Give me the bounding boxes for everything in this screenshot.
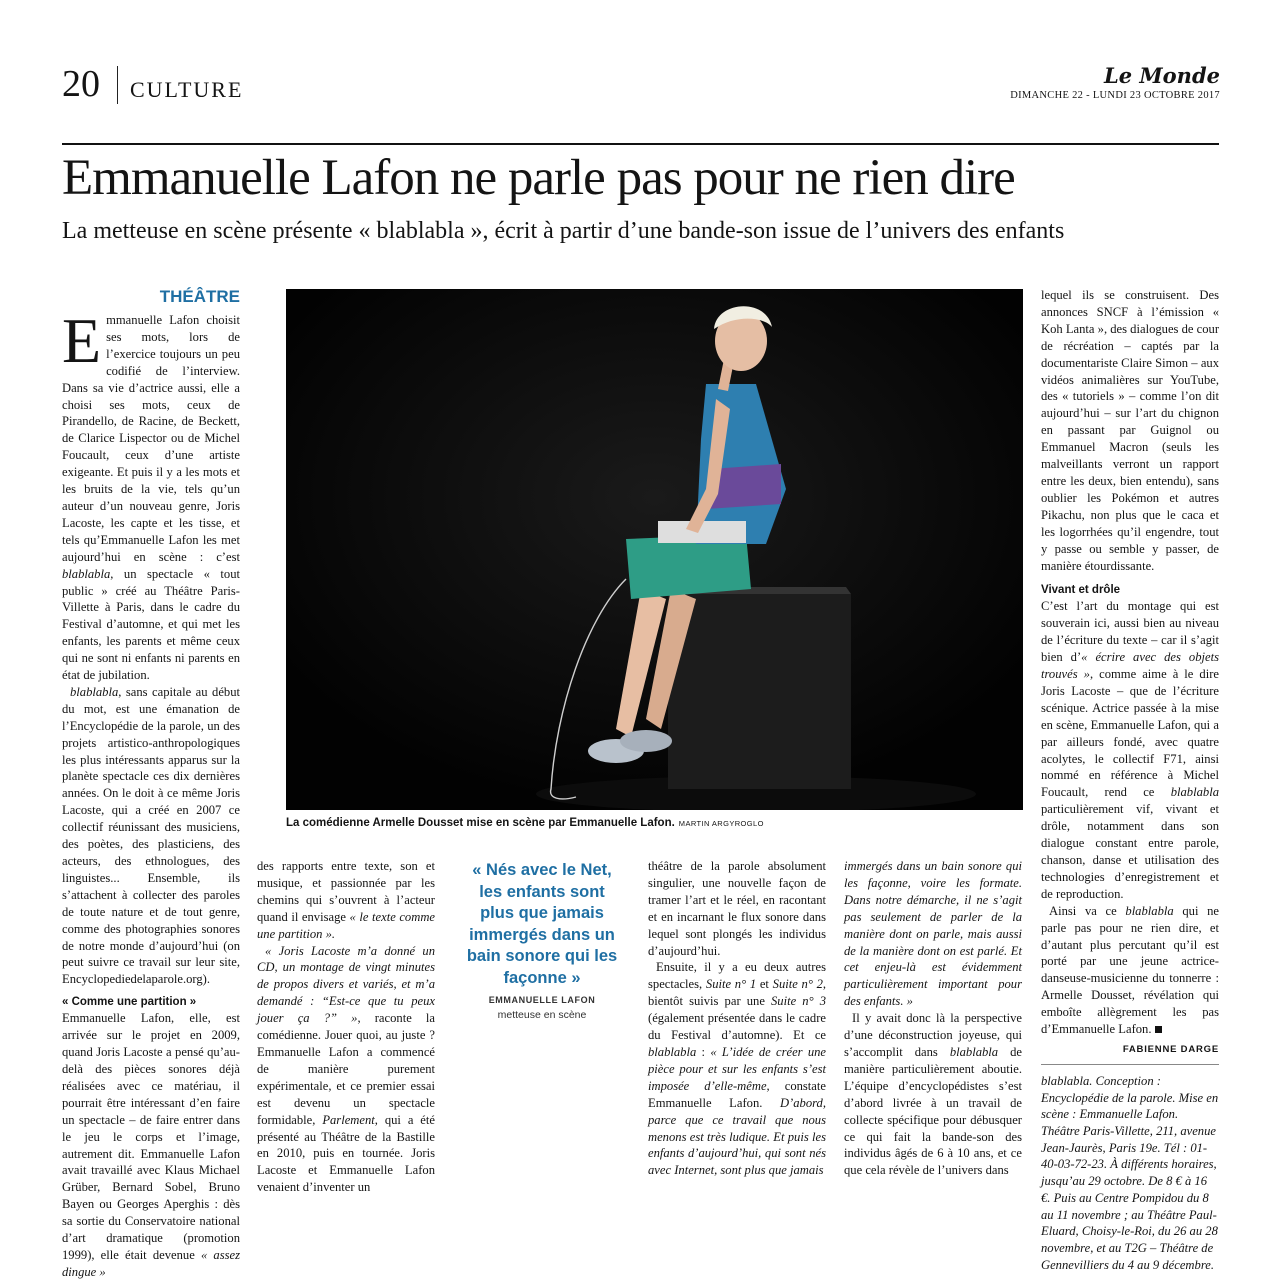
text-run: « assez dingue » [62,1247,240,1279]
text-run: (également présentée dans le cadre du Festival d’automne). Et ce [648,1011,826,1043]
text-run: : [696,1044,711,1059]
paragraph: lequel ils se construisent. Des annonces SNCF à l’émission « Koh Lanta », des dialogues de cour de récréation – captés par la documentariste Claire Simon – aux vidéos animalières sur YouTube, des « tutoriels » – comme l’on dit aujourd’hui – sur l’art du chignon en passant par Guignol ou Emmanuel Macron (seuls les malveillants verront un rapport entre les deux, bien entendu), sans oublier les Pokémon et autres Pikachu, non plus que le caca et les logorrhées qu’il engendre, tout y passe ou semble y passer, de manière étourdissante. [1041,288,1220,573]
text-run: blablabla [1125,903,1174,918]
subhead: Vivant et drôle [1041,584,1121,597]
text-run: , raconte la comédienne. Jouer quoi, au juste ? Emmanuelle Lafon a commencé de manière purement expérimentale, et ce premier essai est devenu un spectacle formidable, [257,1011,435,1127]
article-title: Emmanuelle Lafon ne parle pas pour ne rien dire [62,150,1015,206]
caption-text: La comédienne Armelle Dousset mise en scène par Emmanuelle Lafon. [286,817,675,829]
text-run: Il y avait donc là la perspective d’une déconstruction joyeuse, qui s’accomplit dans [844,1011,1022,1059]
practical-info: blablabla. Conception : Encyclopédie de la parole. Mise en scène : Emmanuelle Lafon. Théâtre Paris-Villette, 211, avenue Jean-Jaurès, Paris 19e. Tél : 01-40-03-72-23. À différents horaires, jusqu’au 29 octobre. De 8 € à 16 €. Puis au Centre Pompidou du 8 au 11 novembre ; au Théâtre Paul-Eluard, Choisy-le-Roi, du 26 au 28 novembre, et au T2G – Théâtre de Gennevilliers du 4 au 9 décembre. [1041,1073,1219,1272]
text-run: mmanuelle Lafon choisit ses mots, lors de l’exercice toujours un peu codifié de l’interview. Dans sa vie d’actrice aussi, elle a choisi ses mots, ceux de Pirandello, de Racine, de Beckett, de Clarice Lispector ou de Michel Foucault, ceux d’une artiste exigeante. Et puis il y a les mots et les bruits de la vie, tels qu’un auteur d’un nouveau genre, Joris Lacoste, les capte et les tisse, et tels qu’Emmanuelle Lafon les met aujourd’hui en scène : c’est [62,313,240,564]
text-run: particulièrement vif, vivant et drôle, notamment dans son dialogue constant entre parole, chanson, danse et utilisation des technologies d’enregistrement et de reproduction. [1041,802,1219,901]
text-run: « le texte comme une partition ». [257,909,436,941]
paragraph [257,858,435,943]
text-run: Parlement [322,1112,375,1127]
paragraph [844,1010,1022,1179]
text-run: blablabla [949,1044,999,1059]
byline: FABIENNE DARGE [1122,1043,1219,1055]
text-run: Ainsi va ce [1049,903,1126,918]
text-run: Ensuite, il y a eu deux autres spectacles, [648,960,826,992]
performer-illustration [286,289,1023,810]
section-rubric: CULTURE [130,77,244,102]
pull-quote-role: metteuse en scène [497,1009,587,1021]
text-run: « écrire avec des objets trouvés » [1041,650,1219,682]
text-run: blablabla [648,1044,697,1059]
article-column-3 [648,858,826,1179]
header-divider [117,66,118,104]
header-rule [62,143,1219,145]
paragraph [648,959,826,1179]
text-run: , sans capitale au début du mot, est une émanation de l’Encyclopédie de la parole, un des projets artistico-anthropologiques les plus intéressants apparus sur la planète spectacle ces dix dernières années. On le doit à ce même Joris Lacoste, qui a créé en 2007 ce collectif réunissant des musiciens, des poètes, des plasticiens, des acteurs, des ethnologues, des linguistes... Ensemble, ils s’attachent à collecter des paroles de toute nature et de tout genre, comme des photographies sonores de notre monde d’aujourd’hui (on peut suivre ce travail sur leur site, Encyclopediedelaparole.org). [62,684,240,987]
text-run: blablabla [1170,785,1219,800]
text-run: Suite n° 1 [705,977,757,992]
paragraph: théâtre de la parole absolument singulier, une nouvelle façon de tramer l’art et le réel, en racontant et en incarnant le flux sonore dans lequel sont plongés les individus d’aujourd’hui. [648,859,826,958]
text-run: , comme aime à le dire Joris Lacoste – que de l’écriture scénique. Actrice passée à la mise en scène, Emmanuelle Lafon, qui a par ailleurs fondé, avec quatre acolytes, le collectif F71, ainsi nommé en référence à Michel Foucault, rend ce [1041,667,1219,800]
drop-cap: E [62,305,102,376]
text-run: des rapports entre texte, son et musique, et passionnée par les chemins qui s’ouvrent à l’acteur quand il envisage [257,859,435,924]
paragraph [844,858,1022,1010]
paragraph [62,684,240,988]
article-column-4 [844,858,1022,1179]
text-run: blablabla [62,566,111,581]
page-number: 20 [62,63,100,105]
newspaper-logo: Le Monde [1103,63,1220,88]
article-deck: La metteuse en scène présente « blablabla », écrit à partir d’une bande-son issue de l’univers des enfants [62,218,1065,244]
text-run: « L’idée de créer une pièce pour et sur les enfants s’est imposée d’elle-même, [648,1044,826,1093]
article-column-1 [62,305,240,1281]
text-run: Emmanuelle Lafon, elle, est arrivée sur le projet en 2009, quand Joris Lacoste a pensé qu’au-delà des pièces sonores déjà réalisées avec ce matériau, il pourrait être intéressant d’en faire un spectacle – de faire entrer dans le jeu le corps et l’image, autrement dit. Emmanuelle Lafon avait travaillé avec Klaus Michael Grüber, Bernard Sobel, Bruno Bayen ou Georges Aperghis : dès sa sortie du Conservatoire national d’art dramatique (promotion 1999), elle était devenue [62,1011,240,1262]
paragraph [1041,903,1219,1038]
pull-quote: « Nés avec le Net, les enfants sont plus que jamais immergés dans un bain sonore qui les façonne » [466,861,618,987]
text-run: et [756,977,773,992]
subhead: « Comme une partition » [62,996,197,1009]
article-column-5 [1041,287,1219,1273]
text-run: , bientôt suivis par une [648,977,827,1009]
paragraph [257,943,435,1197]
text-run: Suite n° 2 [772,977,823,992]
kicker-label: THÉÂTRE [159,287,240,306]
end-mark [1155,1026,1162,1033]
text-run: qui ne parle pas pour ne rien dire, et d’autant plus percutant qu’il est porté par une jeune actrice-danseuse-musicienne du tonnerre : Armelle Dousset, révélation qui emboîte allègrement les pas d’Emmanuelle Lafon. [1041,903,1219,1037]
text-run: « Joris Lacoste m’a donné un CD, un montage de vingt minutes de propos divers et variés, et m’a demandé : “Est-ce que tu peux jouer ça ?” » [257,943,435,1026]
text-run: de manière particulièrement aboutie. L’équipe d’encyclopédistes s’est d’abord livrée à un travail de collecte spécifique pour débusquer ce qui fait la bande-son des individus âgés de 6 à 10 ans, et ce que cela révèle de l’univers dans [844,1044,1022,1178]
byline-rule [1041,1064,1219,1065]
text-run: C’est l’art du montage qui est souverain ici, aussi bien au niveau de l’écriture du texte – car il s’agit bien d’ [1041,599,1219,665]
text-run: , qui a été présenté au Théâtre de la Bastille en 2010, puis en tournée. Joris Lacoste et Emmanuelle Lafon venaient d’inventer un [257,1112,435,1195]
issue-date: DIMANCHE 22 - LUNDI 23 OCTOBRE 2017 [1010,90,1220,101]
photo-caption [286,816,1023,831]
text-run: D’abord, parce que ce travail que nous menons est très ludique. Et puis les enfants d’aujourd’hui, qui sont nés avec Internet, sont plus que jamais [648,1095,826,1178]
article-column-2 [257,858,435,1196]
photo-credit: MARTIN ARGYROGLO [678,819,764,828]
paragraph [62,1010,240,1281]
text-run: , un spectacle « tout public » créé au Théâtre Paris-Villette à Paris, dans le cadre du Festival d’automne, et qui met les enfants, les parents et même ceux qui ne sont ni enfants ni parents en état de jubilation. [62,566,240,683]
text-run: blablabla [70,684,119,699]
pull-quote-author: EMMANUELLE LAFON [488,995,596,1005]
text-run: immergés dans un bain sonore qui les façonne, voire les formate. Dans notre démarche, il ne s’agit pas seulement de parler de la manière dont on parle, mais aussi de la manière dont on est parlé. Et cet enjeu-là est évidemment particulièrement important pour des enfants. » [844,859,1022,1009]
article-photo [286,289,1023,810]
paragraph [62,305,240,684]
text-run: Suite n° 3 [771,994,826,1009]
text-run: constate Emmanuelle Lafon. [648,1078,826,1110]
paragraph [1041,598,1219,902]
